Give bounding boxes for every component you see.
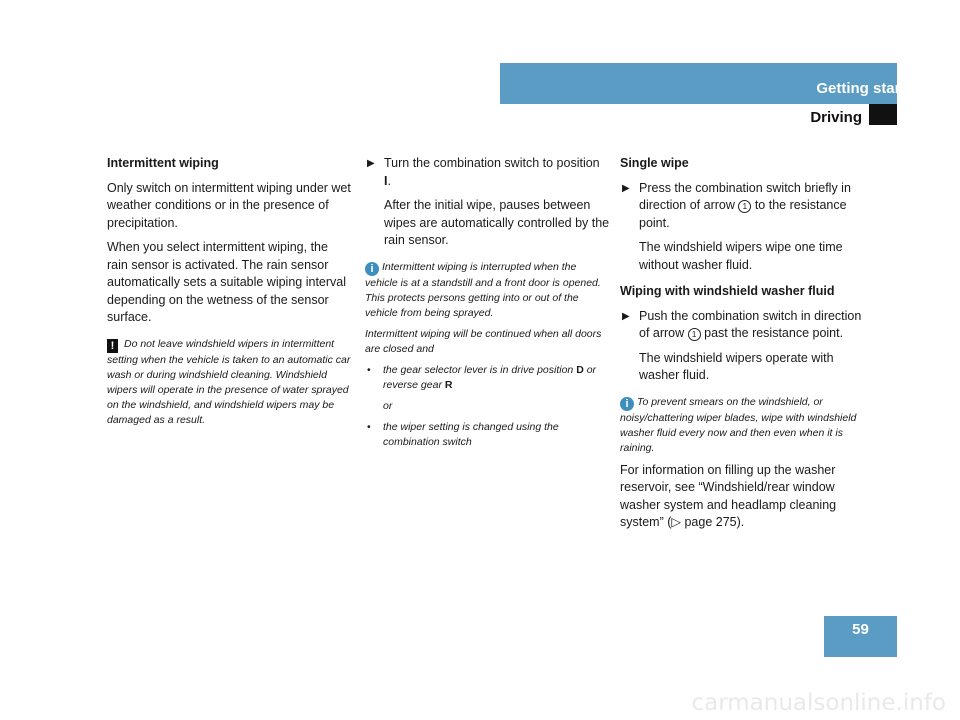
step-result: The windshield wipers wipe one time without washer fluid. [639, 240, 843, 272]
warning-note [107, 337, 352, 428]
step-text: Push the combination switch in direction of arrow [639, 308, 862, 340]
section-marker [869, 104, 897, 125]
section-title: Getting started [816, 80, 923, 97]
warning-text: Do not leave windshield wipers in intermittent setting when the vehicle is taken to an automatic car wash or during windshield cleaning. Windshield wipers will operate in the presence of water sprayed on the windshield, and windshield wipers may be damaged as a result. [107, 337, 351, 426]
info-text-continued: Intermittent wiping will be continued when all doors are closed and [365, 327, 602, 355]
info-icon: i [365, 262, 379, 276]
list-item [365, 420, 610, 450]
paragraph: For information on filling up the washer reservoir, see “Windshield/rear window washer system and headlamp cleaning system” (▷ page 275). [620, 462, 837, 529]
gear-r: R [444, 378, 453, 391]
gear-d: D [576, 363, 584, 376]
instruction-step [365, 155, 610, 190]
or-text: or [383, 399, 393, 412]
list-item [365, 363, 610, 393]
bullet-icon: • [367, 363, 371, 376]
arrow-number-badge: 1 [688, 328, 701, 341]
instruction-step [620, 308, 865, 343]
step-result: The windshield wipers operate with washer fluid. [639, 350, 834, 382]
bullet-text: the gear selector lever is in drive position [383, 363, 577, 376]
paragraph: Only switch on intermittent wiping under wet weather conditions or in the presence of precipitation. [107, 180, 351, 230]
column-1 [107, 155, 352, 434]
step-text-end: . [387, 173, 391, 188]
step-text: Press the combination switch briefly in direction of arrow [639, 180, 851, 212]
info-text: To prevent smears on the windshield, or noisy/chattering wiper blades, wipe with windshield washer fluid every now and then even when it is raining. [620, 395, 857, 454]
watermark: carmanualsonline.info [691, 690, 946, 716]
info-text: Intermittent wiping is interrupted when the vehicle is at a standstill and a front door is opened. This protects persons getting into or out of the vehicle from being sprayed. [365, 260, 601, 319]
paragraph: When you select intermittent wiping, the rain sensor is activated. The rain sensor automatically sets a suitable wiping interval depending on the wetness of the sensor surface. [107, 240, 347, 324]
bullet-text-mid: or reverse gear [383, 363, 597, 391]
triangle-right-icon: ▶ [622, 310, 630, 322]
step-text: Turn the combination switch to position [384, 156, 600, 170]
bullet-text: the wiper setting is changed using the combination switch [383, 420, 559, 448]
heading-intermittent-wiping: Intermittent wiping [107, 156, 219, 170]
triangle-right-icon: ▶ [622, 182, 630, 194]
info-note [620, 395, 865, 456]
warning-icon: ! [107, 339, 118, 353]
switch-position: I [384, 173, 388, 188]
instruction-step [620, 180, 865, 233]
step-result: After the initial wipe, pauses between wipes are automatically controlled by the rain sensor. [384, 198, 610, 247]
column-2 [365, 155, 610, 456]
info-note [365, 260, 610, 450]
arrow-number-badge: 1 [738, 200, 751, 213]
step-text-end: past the resistance point. [700, 326, 844, 340]
column-3 [620, 155, 865, 539]
bullet-icon: • [367, 420, 371, 433]
triangle-right-icon: ▶ [367, 158, 375, 169]
heading-washer-fluid: Wiping with windshield washer fluid [620, 284, 835, 298]
subsection-title: Driving [810, 109, 862, 126]
step-text-end: to the resistance point. [639, 198, 847, 230]
heading-single-wipe: Single wipe [620, 156, 689, 170]
page-number: 59 [824, 616, 897, 657]
info-icon: i [620, 397, 634, 411]
